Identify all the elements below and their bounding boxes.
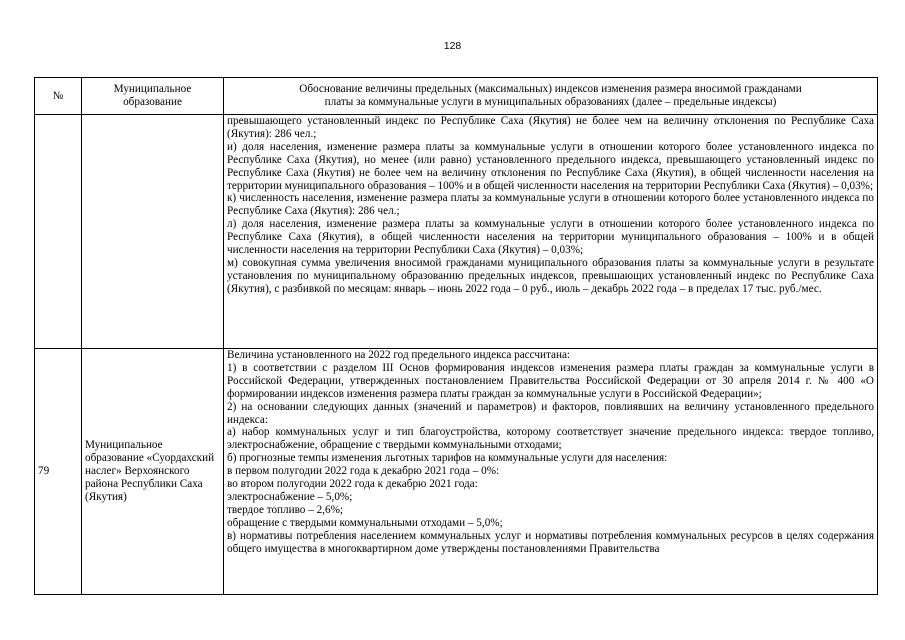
- municipality-cell: Муниципальное образование «Суордахский наслег» Верхоянского района Республики Саха (Якутия): [82, 349, 224, 595]
- rationale-paragraph: твердое топливо – 2,6%;: [227, 503, 343, 516]
- header-rationale: [224, 78, 878, 115]
- row-number-cell: 79: [35, 349, 82, 595]
- header-no: №: [35, 78, 82, 115]
- rationale-paragraph: превышающего установленный индекс по Республике Саха (Якутия) не более чем на величину отклонения по Республике Саха (Якутия): 286 чел.;: [227, 115, 874, 140]
- rationale-paragraph: 1) в соответствии с разделом III Основ формирования индексов изменения размера платы граждан за коммунальные услуги в Российской Федерации, утвержденных постановлением Правительства Российской Федерации от 30 апреля 2014 г. № 400 «О формировании индексов изменения размера платы граждан за коммунальные услуги в Российской Федерации»;: [227, 361, 874, 400]
- rationale-cell: [224, 115, 878, 349]
- rationale-paragraph: электроснабжение – 5,0%;: [227, 490, 353, 503]
- header-municipality: Муниципальное образование: [82, 78, 224, 115]
- rationale-paragraph: 2) на основании следующих данных (значений и параметров) и факторов, повлиявших на величину установленного предельного индекса:: [227, 400, 874, 426]
- rationale-cell: [224, 349, 878, 595]
- rationale-paragraph: в) нормативы потребления населением коммунальных услуг и нормативы потребления коммунальных ресурсов в целях содержания общего имущества в многоквартирном доме утверждены постановлениями Правительства: [227, 529, 874, 555]
- header-rationale-line2: платы за коммунальные услуги в муниципальных образованиях (далее – предельные индексы): [324, 96, 777, 108]
- index-rationale-table: [34, 77, 878, 595]
- header-rationale-line1: Обоснование величины предельных (максимальных) индексов изменения размера вносимой гражданами: [299, 83, 802, 96]
- rationale-paragraph: л) доля населения, изменение размера платы за коммунальные услуги в отношении которого более установленного индекса по Республике Саха (Якутия), в общей численности населения на территории муниципального образования – 100% и в общей численности населения на территории Республики Саха (Якутия) – 0,03%;: [227, 218, 874, 257]
- rationale-paragraph: к) численность населения, изменение размера платы за коммунальные услуги в отношении которого более установленного индекса по Республике Саха (Якутия): 286 чел.;: [227, 192, 874, 218]
- rationale-paragraph: в первом полугодии 2022 года к декабрю 2021 года – 0%:: [227, 465, 500, 478]
- table-row: [35, 349, 878, 595]
- rationale-paragraph: и) доля населения, изменение размера платы за коммунальные услуги в отношении которого более установленного индекса по Республике Саха (Якутия), но менее (или равно) установленного предельного индекса, превышающего установленный индекс по Республике Саха (Якутия) не более чем на величину отклонения по Республике Саха (Якутия), в общей численности населения на территории муниципального образования – 100% и в общей численности населения на территории Республики Саха (Якутия) – 0,03%;: [227, 140, 874, 192]
- rationale-paragraph: м) совокупная сумма увеличения вносимой гражданами муниципального образования платы за коммунальные услуги в результате установления по муниципальному образованию предельных индексов, превышающих установленный индекс по Республике Саха (Якутия), с разбивкой по месяцам: январь – июнь 2022 года – 0 руб., июль – декабрь 2022 года – в пределах 17 тыс. руб./мес.: [227, 256, 874, 295]
- table-row: [35, 115, 878, 349]
- rationale-paragraph: Величина установленного на 2022 год предельного индекса рассчитана:: [227, 349, 571, 361]
- table-header-row: [35, 78, 878, 115]
- rationale-paragraph: а) набор коммунальных услуг и тип благоустройства, которому соответствует значение предельного индекса: твердое топливо, электроснабжение, обращение с твердыми коммунальными отходами;: [227, 426, 874, 452]
- rationale-paragraph: обращение с твердыми коммунальными отходами – 5,0%;: [227, 516, 503, 529]
- rationale-paragraph: б) прогнозные темпы изменения льготных тарифов на коммунальные услуги для населения:: [227, 452, 668, 465]
- page-number: 128: [443, 40, 462, 52]
- municipality-cell: [82, 115, 224, 349]
- row-number-cell: [35, 115, 82, 349]
- rationale-paragraph: во втором полугодии 2022 года к декабрю 2021 года:: [227, 478, 478, 491]
